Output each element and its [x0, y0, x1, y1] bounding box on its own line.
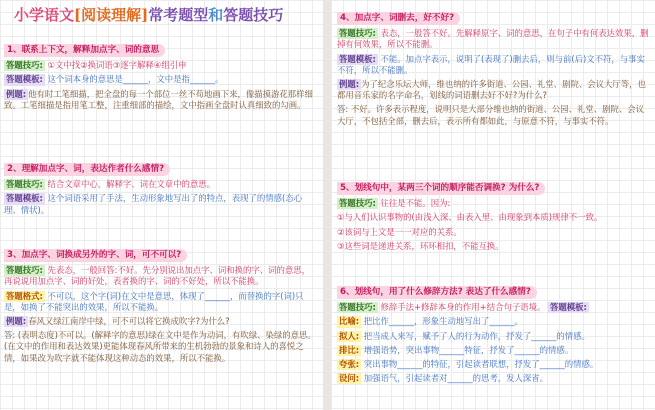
section-1 — [4, 44, 316, 111]
template-text: 不能。加点字表示，说明了(表现了)删去后，则与前(后)文不符，与事实不符，所以不能删。 — [337, 53, 645, 75]
rhetoric-text: 突出事物______的特征，引起读者联想，抒发了______的情感。 — [363, 359, 599, 370]
page-title — [14, 4, 283, 26]
tip-text: ①文中找②换词语③逐字解释④组引申 — [47, 60, 187, 71]
rhetoric-item — [337, 316, 649, 327]
example-label: 例题: — [6, 316, 27, 327]
rhetoric-label: 拟人: — [339, 330, 360, 341]
example-text: 为了纪念乐坛大师，维也纳的许多街道、公园、礼堂、剧院、会议大厅等，也都用音乐家的名字命名，划线的词语删去好不好?为什么? — [337, 79, 646, 101]
section-4-heading: 4、加点字、词删去，好不好? — [337, 12, 460, 25]
section-4-example — [337, 79, 649, 101]
tip-text: 往往是不能。因为: — [380, 198, 451, 209]
template-label: 答题模板: — [6, 74, 43, 85]
section-6 — [337, 286, 649, 384]
section-5 — [337, 182, 649, 252]
section-2-heading: 2、理解加点字、词，表达作者什么感情? — [4, 163, 170, 176]
example-text: 他有时工笔细描，把全盘的每一个部位一丝不苟地画下来，像描摸游花那样细致。工笔细描是指用笔工整，注重细部的描绘，文中指画全盘时认真细致的勾画。 — [4, 88, 313, 110]
rhetoric-label: 夸张: — [339, 359, 360, 370]
rhetoric-text: 增强语势，突出事物______特征，抒发了______的情感。 — [363, 344, 574, 355]
section-3-heading: 3、加点字、词换成另外的字、词，可不可以? — [4, 249, 187, 262]
rhetoric-text: 加强语气，引起读者对______的思考，发人深省。 — [363, 373, 549, 384]
example-label: 例题: — [339, 79, 360, 90]
section-5-point-1: ①与人们认识事物的(由浅入深、由表入里、由现象到本质)规律不一致。 — [337, 212, 603, 223]
section-1-tip — [4, 60, 316, 71]
title-part-2: [阅读理解] — [74, 6, 149, 24]
section-2-template — [4, 193, 316, 215]
section-3-tip — [4, 265, 316, 287]
section-2-tip — [4, 179, 316, 190]
section-4-template — [337, 54, 649, 76]
rhetoric-item — [337, 359, 649, 370]
section-2 — [4, 163, 316, 216]
tip-label: 答题技巧: — [6, 60, 43, 71]
answer-label: 答: — [4, 330, 16, 341]
section-5-tip — [337, 198, 649, 209]
tip-label: 答题技巧: — [339, 198, 376, 209]
tip-text: 先表态，一般回答:不好。先分别说出加点字、词和换的字、词的意思，再说说用加点字、词的好处，表者换的字、词的不好处，所以不能换。 — [4, 265, 310, 287]
rhetoric-text: 把比作______，形象生动地写出了______。 — [363, 316, 523, 327]
rhetoric-label: 排比: — [339, 344, 360, 355]
section-1-heading: 1、联系上下文，解释加点字、词的意思 — [4, 44, 165, 57]
section-3-format — [4, 291, 316, 313]
answer-text: (表明态度)不可以。(解释字的意思)绿在文中是作为动词，有吹绿、染绿的意思。(在文中的作用和表达效果)更能体现春风所带来的生机勃勃的景象和诗人的喜悦之情，如果改为吹字就不能体现这种动态的效果，所以不能换。 — [4, 330, 316, 363]
rhetoric-item — [337, 345, 649, 356]
section-1-example — [4, 89, 316, 111]
right-page — [331, 0, 655, 410]
section-3-answer — [4, 330, 316, 364]
rhetoric-item — [337, 331, 649, 342]
example-label: 例题: — [6, 88, 27, 99]
template-label: 答题模板: — [550, 302, 587, 313]
section-5-point-3: ③这些词是递进关系，环环相扣，不能互换。 — [337, 240, 504, 251]
rhetoric-label: 设问: — [339, 373, 360, 384]
section-4-answer — [337, 104, 649, 126]
tip-label: 答题技巧: — [6, 265, 43, 276]
example-text: 春风又绿江南岸中绿，可不可以将它换成吹字?为什么? — [28, 316, 230, 327]
section-5-heading: 5、划线句中，某两三个词的顺序能否调换? 为什么? — [337, 182, 545, 195]
tip-text: 修辞手法+修辞本身的作用+结合句子语境。 — [380, 302, 546, 313]
left-page — [0, 0, 323, 410]
template-label: 答题模板: — [339, 53, 376, 64]
section-4 — [337, 12, 649, 127]
template-label: 答题模板: — [6, 193, 43, 204]
section-3-example — [4, 316, 316, 327]
rhetoric-item — [337, 373, 649, 384]
section-6-tip — [337, 302, 649, 313]
tip-label: 答题技巧: — [6, 179, 43, 190]
answer-label: 答: — [337, 104, 349, 115]
rhetoric-text: 把当成人来写，赋予了人的行为动作，抒发了______的情感。 — [363, 330, 590, 341]
answer-text: 不好。许多表示程度，说明只是大部分维也纳的街道、公园、礼堂、剧院、会议大厅，不包括全部，删去后，表示所有都如此，与原意不符，与事实不符。 — [337, 104, 644, 126]
section-6-heading: 6、划线句，用了什么修辞方法? 表达了什么感情? — [337, 286, 537, 299]
title-part-5: 答题技巧 — [223, 6, 284, 24]
section-3 — [4, 249, 316, 364]
title-part-3: 常考题型 — [148, 6, 209, 24]
page-gutter — [323, 0, 331, 410]
rhetoric-label: 比喻: — [339, 316, 360, 327]
format-label: 答题格式: — [6, 290, 43, 301]
template-text: 这个词本身的意思是______，文中是指______。 — [47, 74, 224, 85]
template-text: 这个词语采用了手法，生动形象地写出了的特点，表现了的情感(态心理、情状)。 — [4, 193, 303, 215]
section-4-tip — [337, 28, 649, 50]
format-text: 不可以，这个字(词)在文中是意思，体现了______，而替换的字(词)只是，如换了不能突出的效果，所以不能换。 — [4, 290, 304, 312]
title-part-1: 小学语文 — [14, 6, 75, 24]
tip-label: 答题技巧: — [339, 302, 376, 313]
tip-text: 表态，一般答不好。先解释原字、词的意思，在句子中有何表达效果，删掉有何效果，所以不能删。 — [337, 28, 649, 50]
title-part-4: 和 — [208, 6, 224, 24]
section-1-template — [4, 74, 316, 85]
tip-text: 结合文章中心，解释字、词在文章中的意思。 — [47, 179, 216, 190]
tip-label: 答题技巧: — [339, 28, 376, 39]
section-5-point-2: ②该词与上文是一一对应的关系。 — [337, 226, 462, 237]
